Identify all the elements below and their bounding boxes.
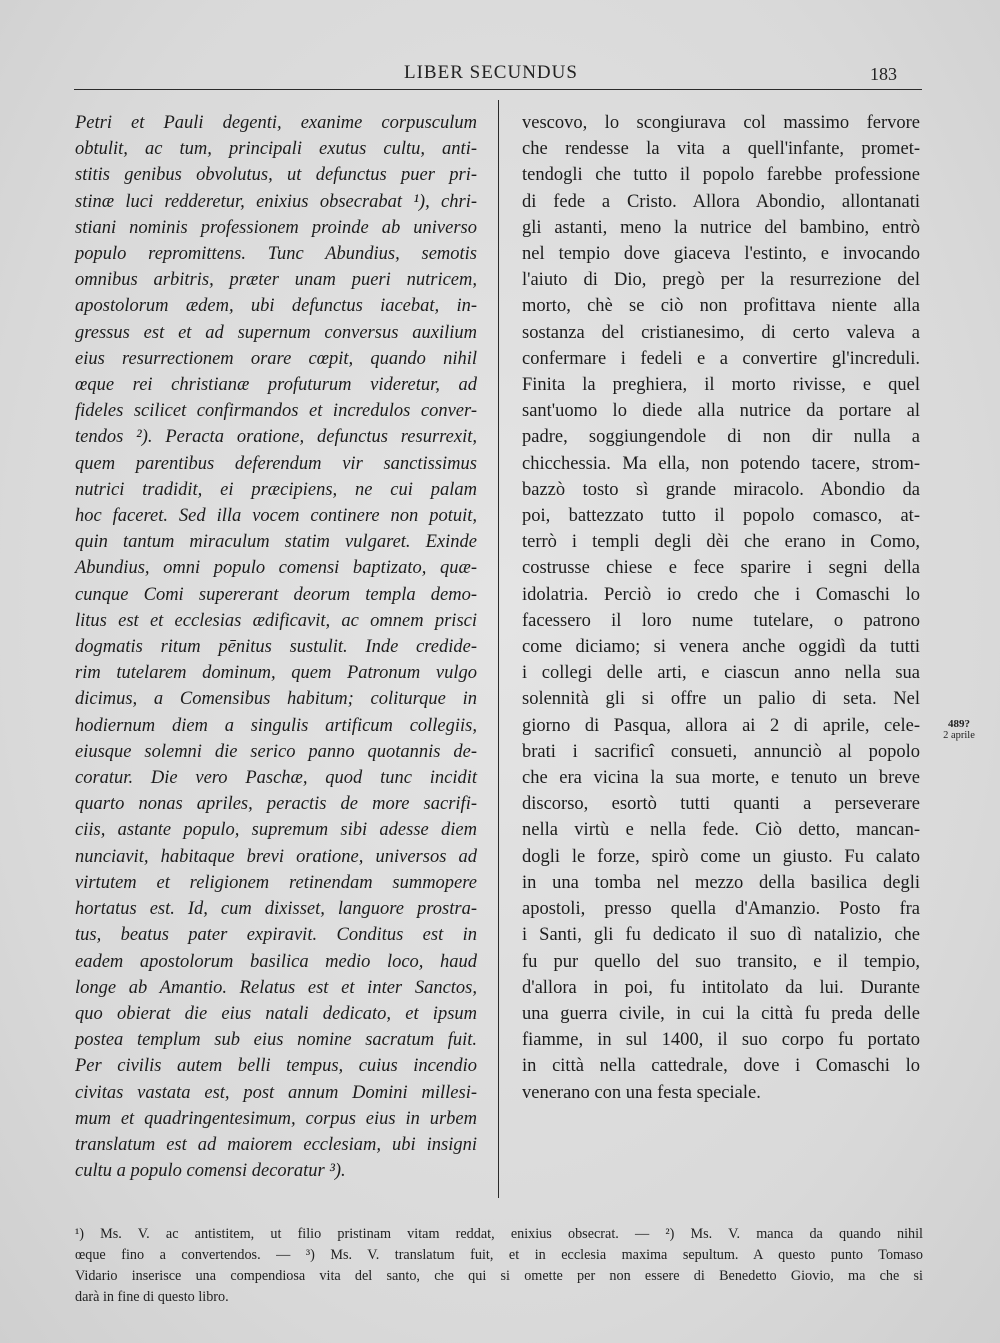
latin-text-line: eiusque solemni die serico panno quotannis de-: [75, 741, 477, 762]
latin-text-line: stitis genibus obvolutus, ut defunctus puer pri-: [75, 165, 477, 186]
latin-text-line: omnibus arbitris, præter unam pueri nutricem,: [75, 270, 477, 291]
footnote-line: darà in fine di questo libro.: [75, 1289, 229, 1305]
latin-text-line: postea templum sub eius nomine sacratum fuit.: [75, 1030, 477, 1051]
italian-text-line: solennità gli si offre un palio di seta. Nel: [522, 689, 920, 710]
latin-text-line: apostolorum ædem, ubi defunctus iacebat, in-: [75, 296, 477, 317]
footnotes: [75, 1224, 923, 1308]
italian-text-line: i collegi delle arti, e ciascun anno nella sua: [522, 663, 920, 684]
footnote-line: Vidario inserisce una compendiosa vita del santo, che qui si omette per non essere di Benedetto Giovio, ma che si: [75, 1268, 923, 1284]
italian-text-line: chicchessia. Ma ella, non potendo tacere, strom-: [522, 453, 920, 474]
latin-text-line: ciis, astante populo, supremum sibi adesse diem: [75, 820, 477, 841]
italian-text-line: gli astanti, meno la nutrice del bambino, entrò: [522, 217, 920, 238]
running-head: [0, 60, 1000, 88]
latin-text-line: eius resurrectionem orare cœpit, quando nihil: [75, 348, 477, 369]
latin-text-line: Per civilis autem belli tempus, cuius incendio: [75, 1056, 477, 1077]
latin-text-line: fideles scilicet confirmandos et incredulos conver-: [75, 401, 477, 422]
latin-text-line: translatum est ad maiorem ecclesiam, ubi insigni: [75, 1134, 477, 1155]
italian-text-line: giorno di Pasqua, allora ai 2 di aprile, cele-: [522, 715, 920, 736]
latin-text-line: dogmatis ritum pēnitus sustulit. Inde credide-: [75, 637, 477, 658]
latin-text-line: mum et quadringentesimum, corpus eius in urbem: [75, 1108, 477, 1129]
latin-text-line: tendos ²). Peracta oratione, defunctus resurrexit,: [75, 427, 477, 448]
column-divider: [498, 100, 499, 1198]
italian-text-column: [522, 110, 920, 1106]
italian-text-line: bazzò tosto sì grande miracolo. Abondio da: [522, 479, 920, 500]
latin-text-line: hodiernum diem a singulis artificum collegiis,: [75, 715, 477, 736]
italian-text-line: una guerra civile, in cui la città fu preda delle: [522, 1003, 920, 1024]
header-rule: [74, 89, 922, 90]
italian-text-line: venerano con una festa speciale.: [522, 1082, 761, 1103]
italian-text-line: costrusse chiese e fece sparire i segni della: [522, 558, 920, 579]
latin-text-line: virtutem et religionem retinendam summopere: [75, 872, 477, 893]
running-title: LIBER SECUNDUS: [404, 62, 578, 83]
italian-text-line: brati i sacrificî consueti, annunciò al popolo: [522, 741, 920, 762]
italian-text-line: tendogli che tutto il popolo farebbe professione: [522, 165, 920, 186]
latin-text-line: obtulit, ac tum, principali exutus cultu, anti-: [75, 139, 477, 160]
margin-note-date: 2 aprile: [943, 730, 975, 741]
latin-text-line: coratur. Die vero Paschæ, quod tunc incidit: [75, 768, 477, 789]
latin-text-line: quo obierat die eius natali dedicato, et ipsum: [75, 1003, 477, 1024]
latin-text-line: nunciavit, habitaque brevi oratione, universos ad: [75, 846, 477, 867]
italian-text-line: di fede a Cristo. Allora Abondio, allontanati: [522, 191, 920, 212]
margin-note: [930, 718, 988, 742]
latin-text-line: stiani nominis professionem proinde ab universo: [75, 217, 477, 238]
latin-text-line: litus est et ecclesias ædificavit, ac omnem prisci: [75, 610, 477, 631]
italian-text-line: nella virtù e nella fede. Ciò detto, mancan-: [522, 820, 920, 841]
italian-text-line: idolatria. Perciò io credo che i Comaschi lo: [522, 584, 920, 605]
latin-text-line: hortatus est. Id, cum dixisset, languore prostra-: [75, 899, 477, 920]
footnote-line: œque fino a convertendos. — ³) Ms. V. translatum fuit, et in ecclesia maxima sepultum. A questo punto Tomaso: [75, 1247, 923, 1263]
latin-text-line: cunque Comi supererant deorum templa demo-: [75, 584, 477, 605]
latin-text-column: [75, 110, 477, 1184]
italian-text-line: l'aiuto di Dio, pregò per la resurrezione del: [522, 270, 920, 291]
latin-text-line: dicimus, a Comensibus habitum; coliturque in: [75, 689, 477, 710]
italian-text-line: che era vicina la sua morte, e tenuto un breve: [522, 768, 920, 789]
latin-text-line: tus, beatus pater expiravit. Conditus est in: [75, 925, 477, 946]
italian-text-line: apostoli, presso quella d'Amanzio. Posto fra: [522, 899, 920, 920]
italian-text-line: nel tempio dove giaceva l'estinto, e invocando: [522, 244, 920, 265]
latin-text-line: Petri et Pauli degenti, exanime corpusculum: [75, 113, 477, 133]
italian-text-line: sant'uomo lo diede alla nutrice da portare al: [522, 401, 920, 422]
latin-text-line: rim tutelarem dominum, quem Patronum vulgo: [75, 663, 477, 684]
latin-text-line: Abundius, omni populo comensi baptizato, quæ-: [75, 558, 477, 579]
latin-text-line: civitas vastata est, post annum Domini millesi-: [75, 1082, 477, 1103]
latin-text-line: populo repromittens. Tunc Abundius, semotis: [75, 244, 477, 265]
latin-text-line: cultu a populo comensi decoratur ³).: [75, 1161, 346, 1182]
italian-text-line: confermare i fedeli e a convertire gl'increduli.: [522, 348, 920, 369]
italian-text-line: come diciamo; si venera anche oggidì da tutti: [522, 637, 920, 658]
margin-note-year: 489?: [948, 718, 970, 730]
latin-text-line: quarto nonas apriles, peractis de more sacrifi-: [75, 794, 477, 815]
italian-text-line: in una tomba nel mezzo della basilica degli: [522, 872, 920, 893]
italian-text-line: in città nella cattedrale, dove i Comaschi lo: [522, 1056, 920, 1077]
italian-text-line: dogli le forze, spirò come un giusto. Fu calato: [522, 846, 920, 867]
latin-text-line: nutrici tradidit, ei præcipiens, ne cui palam: [75, 479, 477, 500]
italian-text-line: d'allora in poi, fu intitolato da lui. Durante: [522, 977, 920, 998]
italian-text-line: morto, chè se ciò non profittava niente alla: [522, 296, 920, 317]
latin-text-line: quin tantum miraculum statim vulgaret. Exinde: [75, 532, 477, 553]
italian-text-line: Finita la preghiera, il morto rivisse, e quel: [522, 375, 920, 396]
footnote-line: ¹) Ms. V. ac antistitem, ut filio pristinam vitam reddat, enixius obsecrat. — ²) Ms. V. manca da quando nihil: [75, 1226, 923, 1242]
italian-text-line: i Santi, gli fu dedicato il suo dì natalizio, che: [522, 925, 920, 946]
italian-text-line: facessero il loro nume tutelare, o patrono: [522, 610, 920, 631]
latin-text-line: stinæ luci redderetur, enixius obsecrabat ¹), chri-: [75, 191, 477, 212]
latin-text-line: eadem apostolorum basilica medio loco, haud: [75, 951, 477, 972]
italian-text-line: padre, soggiungendole di non dir nulla a: [522, 427, 920, 448]
italian-text-line: discorso, esortò tutti quanti a perseverare: [522, 794, 920, 815]
latin-text-line: hoc faceret. Sed illa vocem continere non potuit,: [75, 506, 477, 527]
latin-text-line: œque rei christianæ profuturum videretur, ad: [75, 375, 477, 396]
italian-text-line: che rendesse la vita a quell'infante, promet-: [522, 139, 920, 160]
italian-text-line: poi, battezzato tutto il popolo comasco, at-: [522, 506, 920, 527]
italian-text-line: sostanza del cristianesimo, di certo valeva a: [522, 322, 920, 343]
page-number: 183: [870, 64, 897, 84]
italian-text-line: terrò i templi degli dèi che erano in Como,: [522, 532, 920, 553]
italian-text-line: fu pur quello del suo transito, e il tempio,: [522, 951, 920, 972]
italian-text-line: fiamme, in sul 1400, il suo corpo fu portato: [522, 1030, 920, 1051]
italian-text-line: vescovo, lo scongiurava col massimo fervore: [522, 113, 920, 133]
latin-text-line: quem parentibus deferendum vir sanctissimus: [75, 453, 477, 474]
latin-text-line: gressus est et ad supernum conversus auxilium: [75, 322, 477, 343]
latin-text-line: longe ab Amantio. Relatus est et inter Sanctos,: [75, 977, 477, 998]
